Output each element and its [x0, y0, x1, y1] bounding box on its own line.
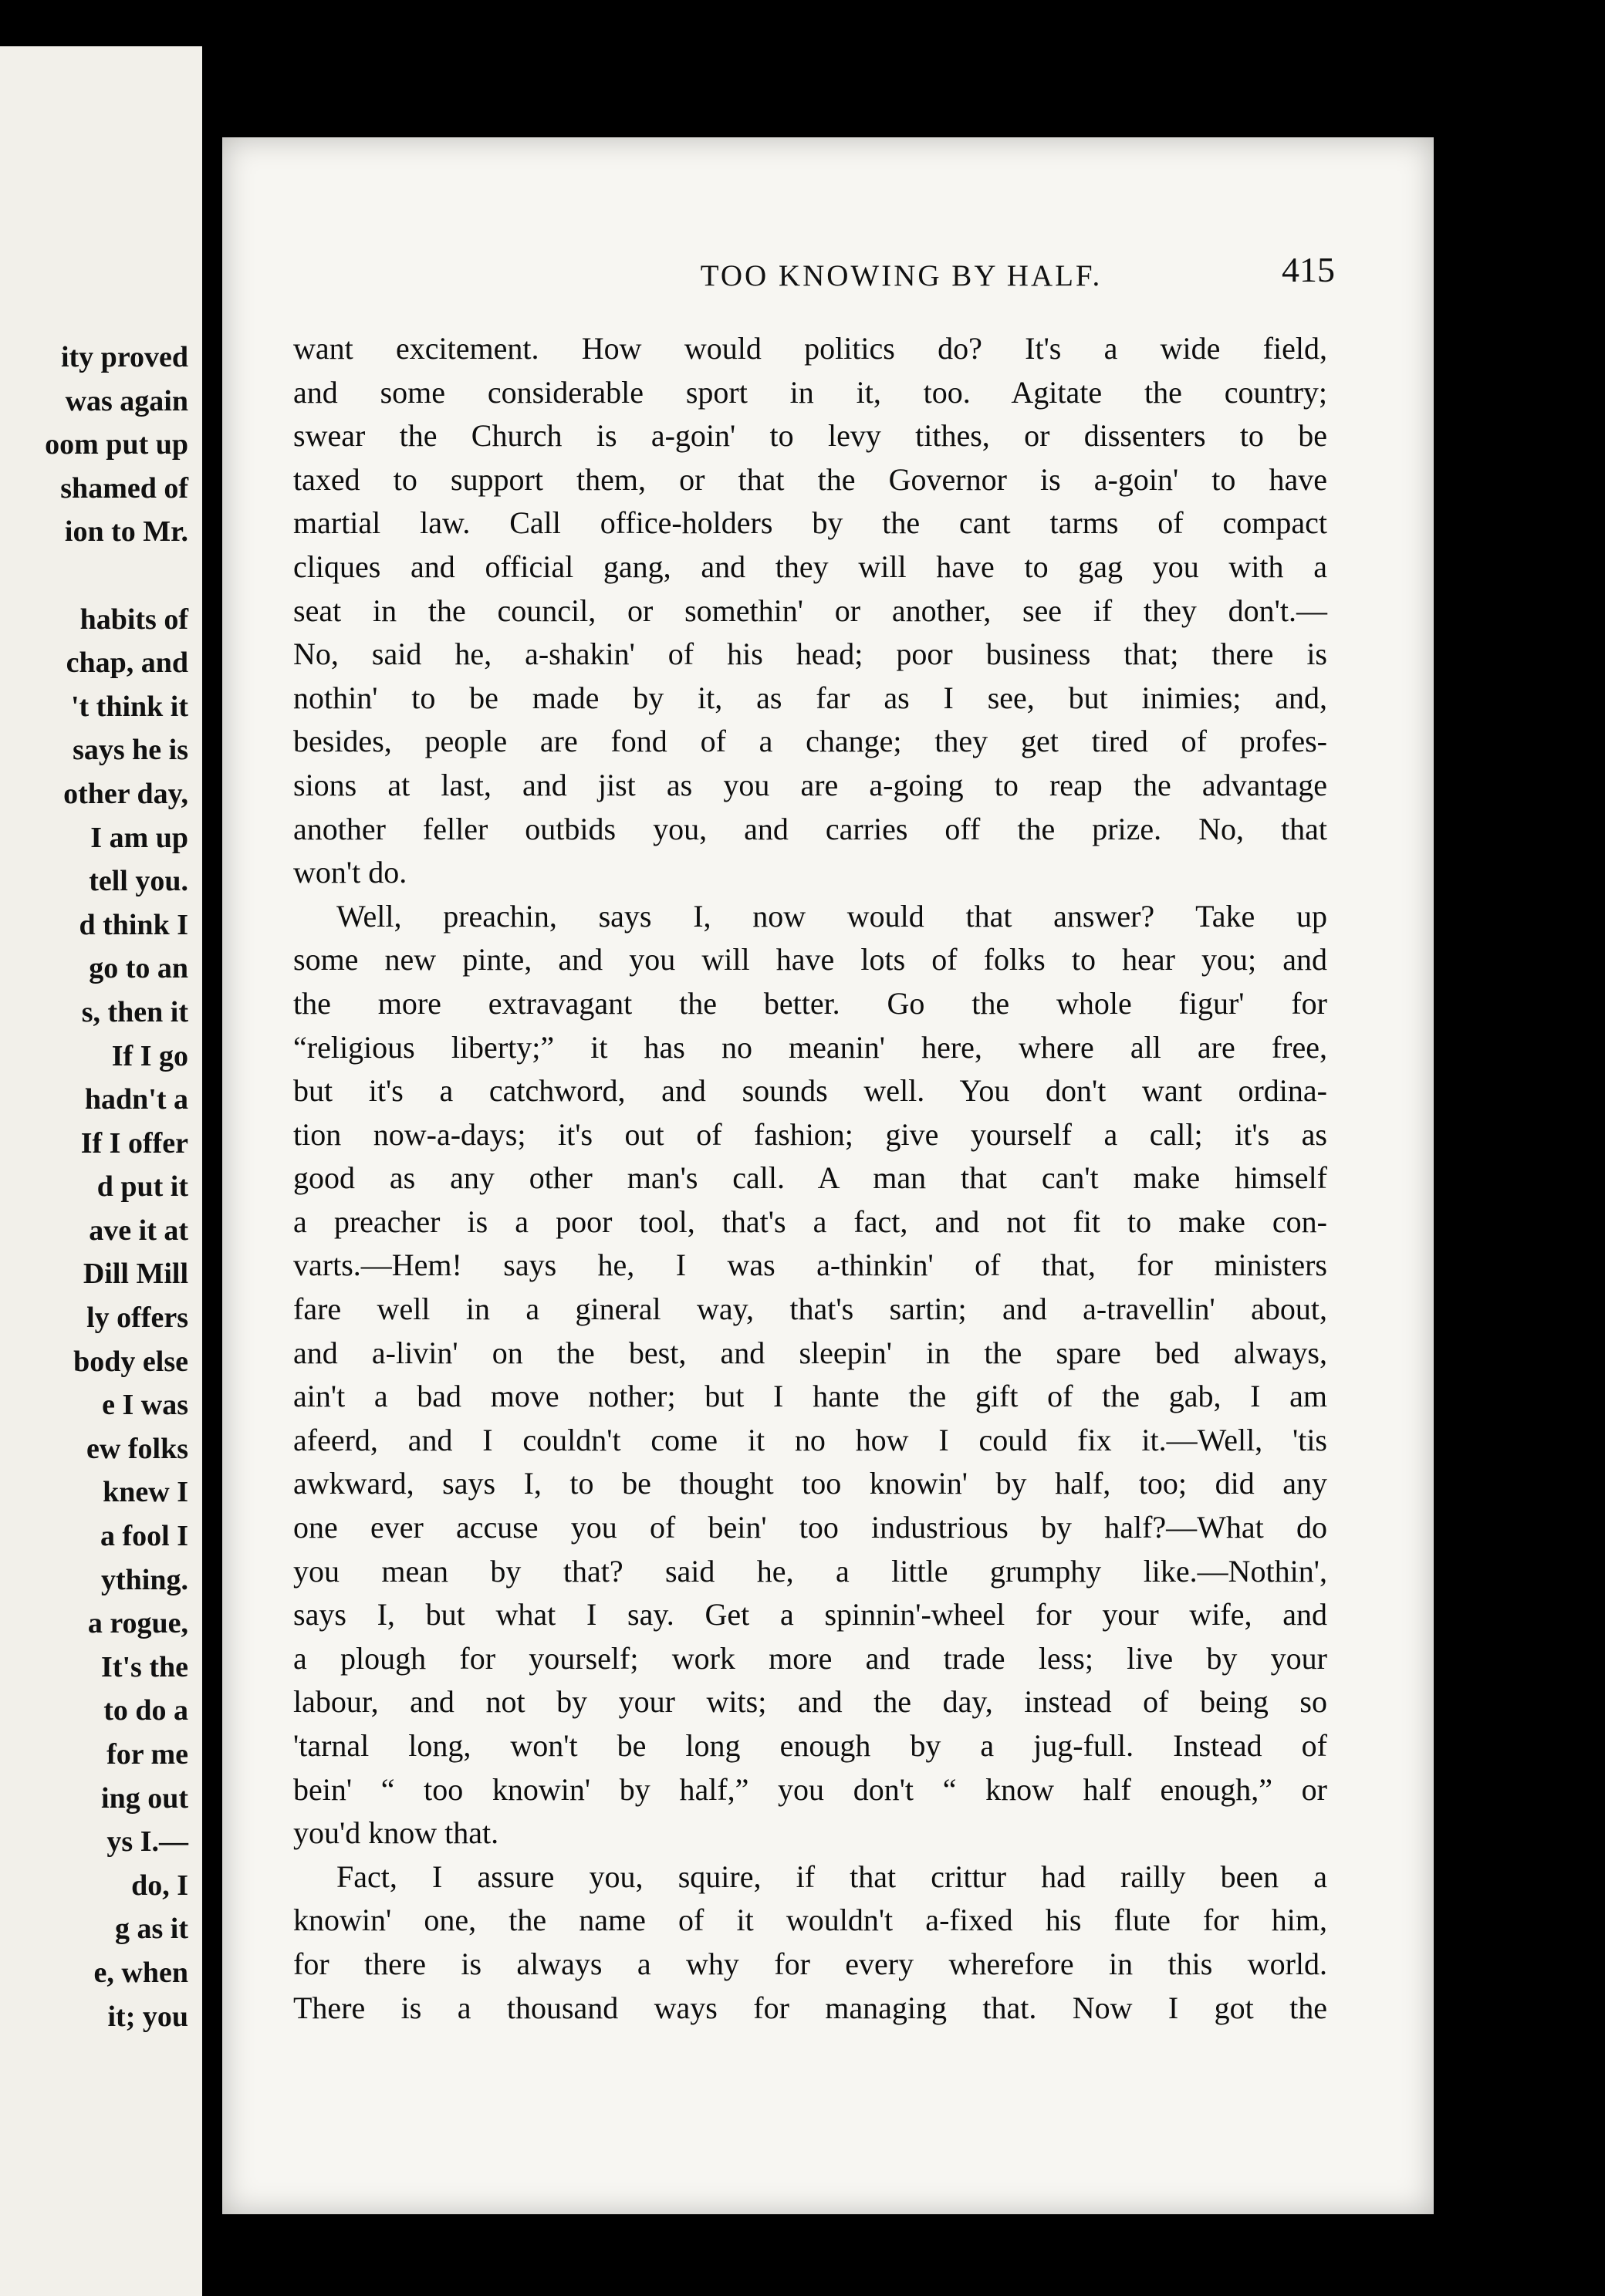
- previous-page-line: d think I: [79, 908, 188, 941]
- previous-page-line: ly offers: [86, 1302, 188, 1335]
- previous-page-line: ave it at: [89, 1214, 188, 1247]
- previous-page-line: a rogue,: [87, 1607, 188, 1640]
- text-line: bein' “ too knowin' by half,” you don't “ know half enough,” or: [293, 1771, 1327, 1807]
- text-line: sions at last, and jist as you are a-going to reap the advantage: [293, 767, 1327, 802]
- previous-page-line: chap, and: [66, 647, 188, 680]
- text-line: a plough for yourself; work more and trade less; live by your: [293, 1640, 1327, 1676]
- previous-page-line: it; you: [107, 2000, 188, 2033]
- text-line: martial law. Call office-holders by the cant tarms of compact: [293, 505, 1327, 541]
- previous-page-line: shamed of: [60, 471, 188, 505]
- previous-page-line: 't think it: [70, 690, 188, 723]
- previous-page-line: If I offer: [80, 1126, 188, 1160]
- previous-page-line: knew I: [103, 1476, 188, 1509]
- page-edge-shadow: [1434, 137, 1605, 2296]
- text-line: Well, preachin, says I, now would that answer? Take up: [336, 898, 1327, 934]
- previous-page-line: go to an: [89, 952, 188, 985]
- previous-page-line: If I go: [111, 1039, 188, 1072]
- current-page: [222, 137, 1434, 2214]
- text-line: fare well in a gineral way, that's sartin; and a-travellin' about,: [293, 1292, 1327, 1327]
- text-line: says I, but what I say. Get a spinnin'-wheel for your wife, and: [293, 1597, 1327, 1633]
- text-line: some new pinte, and you will have lots of folks to hear you; and: [293, 942, 1327, 977]
- previous-page-line: [0, 554, 188, 598]
- text-line: awkward, says I, to be thought too knowin' by half, too; did any: [293, 1466, 1327, 1501]
- text-line: “religious liberty;” it has no meanin' here, where all are free,: [293, 1029, 1327, 1065]
- running-head: TOO KNOWING BY HALF.: [700, 259, 1103, 292]
- previous-page-line: Dill Mill: [83, 1258, 188, 1291]
- text-line: you mean by that? said he, a little grumphy like.—Nothin',: [293, 1553, 1327, 1589]
- text-line: swear the Church is a-goin' to levy tithes, or dissenters to be: [293, 418, 1327, 454]
- text-line: cliques and official gang, and they will have to gag you with a: [293, 549, 1327, 584]
- text-line: labour, and not by your wits; and the day, instead of being so: [293, 1684, 1327, 1720]
- previous-page-line: other day,: [63, 777, 188, 810]
- previous-page-line: habits of: [79, 603, 188, 636]
- previous-page-line: says he is: [73, 734, 188, 767]
- text-line: tion now-a-days; it's out of fashion; give yourself a call; it's as: [293, 1116, 1327, 1152]
- previous-page-line: a fool I: [100, 1520, 188, 1553]
- previous-page-line: It's the: [101, 1650, 188, 1683]
- previous-page-line: oom put up: [45, 428, 188, 461]
- text-line: varts.—Hem! says he, I was a-thinkin' of that, for ministers: [293, 1248, 1327, 1283]
- text-line: you'd know that.: [293, 1815, 499, 1851]
- previous-page-line: was again: [65, 384, 188, 417]
- text-line: No, said he, a-shakin' of his head; poor business that; there is: [293, 636, 1327, 672]
- previous-page-line: e I was: [102, 1389, 188, 1422]
- previous-page-line: d put it: [96, 1170, 188, 1204]
- text-line: and a-livin' on the best, and sleepin' in the spare bed always,: [293, 1335, 1327, 1370]
- text-line: 'tarnal long, won't be long enough by a jug-full. Instead of: [293, 1728, 1327, 1763]
- previous-page-line: ything.: [101, 1563, 188, 1596]
- previous-page-line: hadn't a: [84, 1083, 188, 1116]
- previous-page-line: ity proved: [60, 341, 188, 373]
- previous-page-line: do, I: [131, 1869, 188, 1902]
- text-line: There is a thousand ways for managing that. Now I got the: [293, 1990, 1327, 2025]
- previous-page-line: s, then it: [81, 995, 188, 1028]
- gutter-shadow: [202, 116, 215, 2296]
- text-line: seat in the council, or somethin' or another, see if they don't.—: [293, 593, 1327, 628]
- text-line: besides, people are fond of a change; they get tired of profes-: [293, 724, 1327, 759]
- text-line: knowin' one, the name of it wouldn't a-fixed his flute for him,: [293, 1903, 1327, 1938]
- previous-page-line: ion to Mr.: [64, 515, 188, 549]
- previous-page-line: ing out: [101, 1781, 188, 1815]
- text-line: taxed to support them, or that the Governor is a-goin' to have: [293, 461, 1327, 497]
- previous-page-line: g as it: [115, 1913, 188, 1946]
- previous-page-line: e, when: [93, 1956, 188, 1989]
- previous-page-text: [0, 336, 188, 2038]
- previous-page-line: to do a: [103, 1694, 188, 1727]
- previous-page-line: body else: [73, 1345, 188, 1378]
- page-body-text: [293, 327, 1327, 2030]
- previous-page-line: ew folks: [86, 1432, 188, 1465]
- text-line: want excitement. How would politics do? It's a wide field,: [293, 331, 1327, 366]
- text-line: a preacher is a poor tool, that's a fact, and not fit to make con-: [293, 1204, 1327, 1239]
- previous-page-line: for me: [106, 1738, 188, 1771]
- previous-page-fragment: [0, 46, 202, 2296]
- text-line: another feller outbids you, and carries off the prize. No, that: [293, 811, 1327, 846]
- text-line: ain't a bad move nother; but I hante the gift of the gab, I am: [293, 1379, 1327, 1414]
- text-line: the more extravagant the better. Go the whole figur' for: [293, 985, 1327, 1021]
- previous-page-line: I am up: [90, 821, 188, 854]
- text-line: one ever accuse you of bein' too industrious by half?—What do: [293, 1510, 1327, 1545]
- text-line: for there is always a why for every wherefore in this world.: [293, 1946, 1327, 1981]
- text-line: Fact, I assure you, squire, if that crittur had railly been a: [336, 1859, 1327, 1894]
- text-line: afeerd, and I couldn't come it no how I could fix it.—Well, 'tis: [293, 1422, 1327, 1457]
- text-line: nothin' to be made by it, as far as I see, but inimies; and,: [293, 680, 1327, 715]
- text-line: won't do.: [293, 855, 407, 890]
- previous-page-line: tell you.: [89, 865, 188, 898]
- previous-page-line: ys I.—: [106, 1825, 188, 1859]
- text-line: but it's a catchword, and sounds well. You don't want ordina-: [293, 1073, 1327, 1109]
- text-line: good as any other man's call. A man that can't make himself: [293, 1160, 1327, 1196]
- text-line: and some considerable sport in it, too. Agitate the country;: [293, 374, 1327, 410]
- page-number: 415: [1282, 250, 1335, 289]
